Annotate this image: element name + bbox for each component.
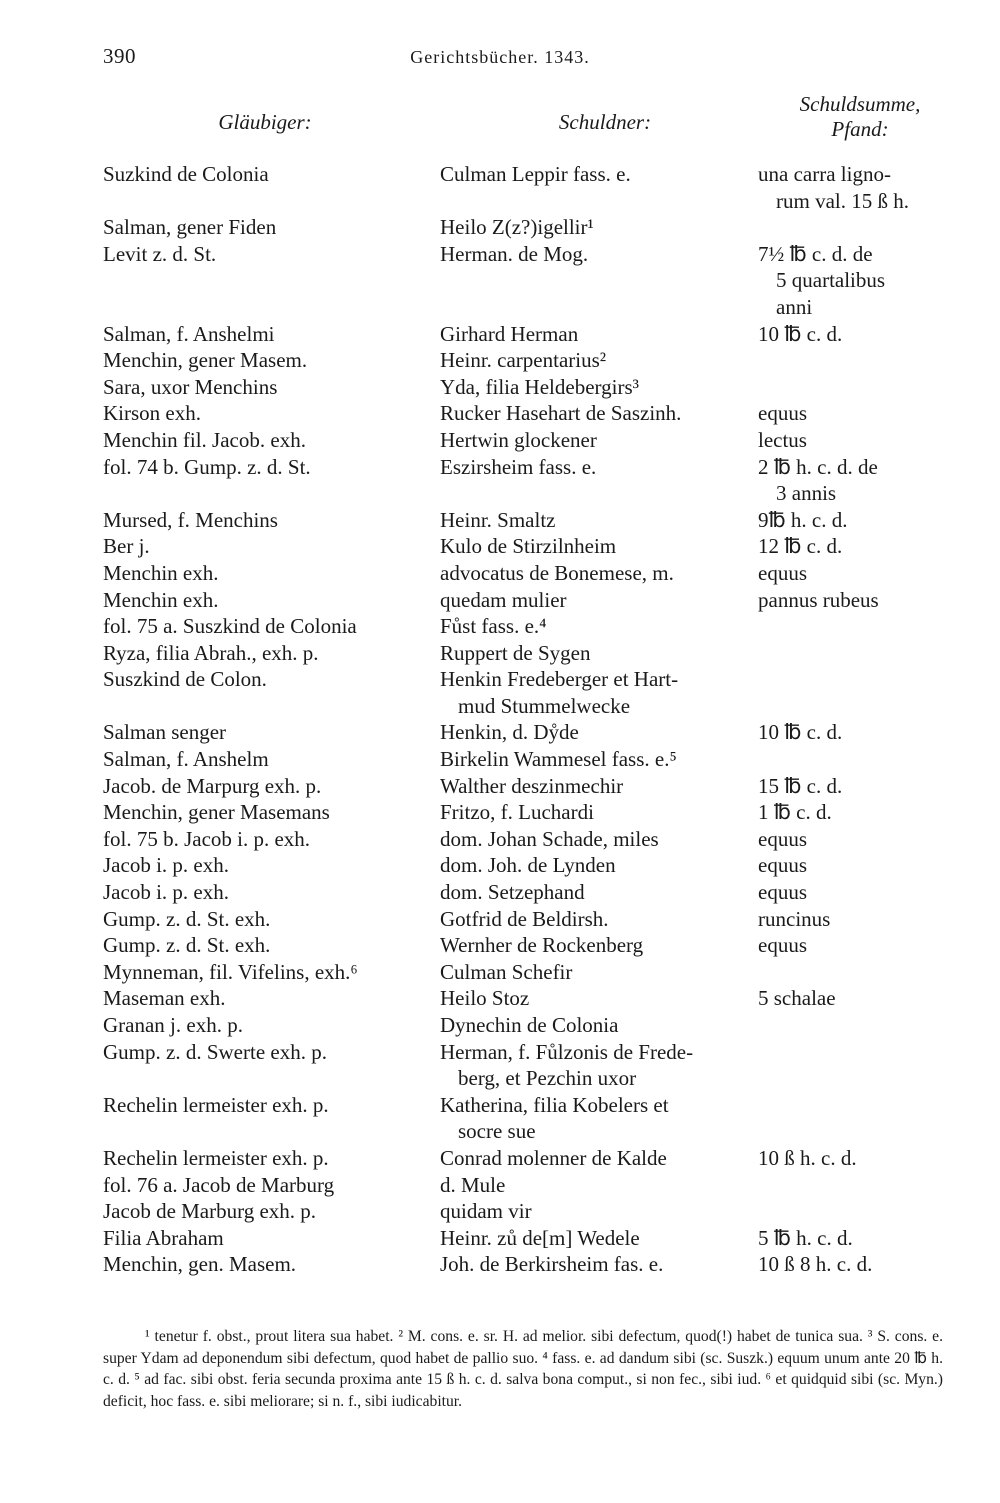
creditor-cell: Ryza, filia Abrah., exh. p. — [103, 640, 319, 665]
sum-cell — [758, 773, 948, 800]
sum-cell — [758, 374, 948, 401]
debtor-line: Culman Schefir — [440, 959, 573, 984]
debtor-cell — [440, 1145, 758, 1172]
ledger-row — [103, 400, 963, 427]
creditor-cell: Suzkind de Colonia — [103, 162, 269, 186]
debtor-line: Kulo de Stirzilnheim — [440, 534, 617, 559]
creditor-cell: Levit z. d. St. — [103, 241, 217, 266]
creditor-cell: Gump. z. d. Swerte exh. p. — [103, 1039, 327, 1064]
debtor-cell — [440, 826, 758, 853]
creditor-cell: Rechelin lermeister exh. p. — [103, 1092, 329, 1117]
debtor-cell — [440, 613, 758, 640]
sum-cell — [758, 400, 948, 427]
debtor-line: Hertwin glockener — [440, 427, 597, 452]
sum-cell — [758, 1251, 948, 1278]
debtor-cell — [440, 1012, 758, 1039]
sum-line: lectus — [758, 427, 807, 452]
creditor-cell: Gump. z. d. St. exh. — [103, 906, 271, 931]
sum-cell — [758, 826, 948, 853]
creditor-cell: Ber j. — [103, 534, 150, 559]
ledger-row — [103, 321, 963, 348]
ledger-row — [103, 985, 963, 1012]
ledger-row — [103, 347, 963, 374]
debtor-cell — [440, 1092, 758, 1145]
sum-cell — [758, 1145, 948, 1172]
debtor-cell — [440, 427, 758, 454]
ledger-row — [103, 427, 963, 454]
ledger-row — [103, 161, 963, 214]
ledger-row — [103, 906, 963, 933]
debtor-line: Heinr. carpentarius² — [440, 348, 607, 373]
sum-cell — [758, 347, 948, 374]
sum-cell — [758, 321, 948, 348]
debtor-cell — [440, 959, 758, 986]
debtor-cell — [440, 400, 758, 427]
debtor-line: Yda, filia Heldebergirs³ — [440, 374, 639, 399]
sum-cell — [758, 746, 948, 773]
debtor-line: Joh. de Berkirsheim fas. e. — [440, 1252, 664, 1277]
debtor-line: Dynechin de Colonia — [440, 1013, 619, 1037]
debtor-column-header: Schuldner: — [558, 110, 652, 134]
creditor-cell: Jacob de Marburg exh. p. — [103, 1199, 317, 1224]
debtor-line: dom. Johan Schade, miles — [440, 826, 659, 851]
ledger-row — [103, 959, 963, 986]
debtor-cell — [440, 1198, 758, 1225]
page-number: 390 — [103, 44, 136, 68]
sum-line: rum val. 15 ß h. — [776, 188, 909, 213]
debtor-cell — [440, 852, 758, 879]
debtor-line: Herman, f. Fůlzonis de Frede- — [440, 1039, 694, 1064]
sum-cell — [758, 533, 948, 560]
ledger-row — [103, 640, 963, 667]
ledger-row — [103, 1172, 963, 1199]
debtor-line: Fritzo, f. Luchardi — [440, 800, 594, 825]
sum-cell — [758, 640, 948, 667]
sum-line: equus — [758, 826, 807, 851]
column-headers — [0, 92, 1000, 152]
sum-cell — [758, 906, 948, 933]
debtor-cell — [440, 161, 758, 214]
sum-line: equus — [758, 933, 807, 958]
sum-line: 3 annis — [776, 481, 837, 506]
ledger-row — [103, 666, 963, 719]
debtor-line: Ruppert de Sygen — [440, 640, 591, 665]
sum-line: 10 ℔ c. d. — [758, 720, 843, 745]
creditor-cell: Sara, uxor Menchins — [103, 374, 278, 399]
debtor-line: quedam mulier — [440, 587, 567, 612]
running-title: Gerichtsbücher. 1343. — [410, 47, 590, 67]
ledger-row — [103, 746, 963, 773]
sum-line: 15 ℔ c. d. — [758, 773, 843, 798]
creditor-cell: Menchin fil. Jacob. exh. — [103, 427, 306, 452]
sum-header-line-2: Pfand: — [831, 117, 889, 141]
debtor-line: Rucker Hasehart de Saszinh. — [440, 401, 682, 426]
sum-cell — [758, 613, 948, 640]
ledger-entries — [103, 161, 963, 1278]
ledger-row — [103, 560, 963, 587]
creditor-cell: fol. 75 a. Suszkind de Colonia — [103, 614, 357, 639]
ledger-row — [103, 1039, 963, 1092]
debtor-line: Birkelin Wammesel fass. e.⁵ — [440, 747, 677, 772]
debtor-line: Henkin, d. Dẙde — [440, 720, 579, 745]
sum-column-header — [760, 92, 960, 142]
sum-line: pannus rubeus — [758, 587, 879, 612]
creditor-cell: Jacob i. p. exh. — [103, 880, 229, 905]
debtor-cell — [440, 241, 758, 321]
debtor-cell — [440, 214, 758, 241]
sum-cell — [758, 1092, 948, 1145]
ledger-row — [103, 613, 963, 640]
ledger-row — [103, 799, 963, 826]
creditor-cell: Menchin, gen. Masem. — [103, 1252, 297, 1277]
debtor-cell — [440, 587, 758, 614]
ledger-row — [103, 1092, 963, 1145]
debtor-cell — [440, 533, 758, 560]
debtor-cell — [440, 799, 758, 826]
debtor-cell — [440, 879, 758, 906]
sum-line: 5 ℔ h. c. d. — [758, 1225, 853, 1250]
sum-cell — [758, 560, 948, 587]
ledger-row — [103, 374, 963, 401]
sum-cell — [758, 932, 948, 959]
creditor-cell: Filia Abraham — [103, 1225, 224, 1250]
ledger-row — [103, 719, 963, 746]
creditor-cell: Menchin exh. — [103, 587, 219, 612]
sum-line: anni — [776, 294, 813, 319]
ledger-row — [103, 533, 963, 560]
debtor-line: socre sue — [458, 1119, 536, 1144]
debtor-cell — [440, 985, 758, 1012]
creditor-column-header: Gläubiger: — [218, 110, 312, 134]
sum-line: 1 ℔ c. d. — [758, 800, 832, 825]
ledger-row — [103, 214, 963, 241]
sum-line: 7½ ℔ c. d. de — [758, 241, 873, 266]
creditor-cell: Mursed, f. Menchins — [103, 507, 278, 532]
creditor-cell: fol. 75 b. Jacob i. p. exh. — [103, 826, 311, 851]
ledger-row — [103, 1145, 963, 1172]
footnote-text: ¹ tenetur f. obst., prout litera sua habet. ² M. cons. e. sr. H. ad melior. sibi defectum, quod(!) habet de tunica sua. ³ S. cons. e. super Ydam ad deponendum sibi defectum, quod habet de pallio suo. ⁴ fass. e. ad dandum sibi (sc. Suszk.) equum unum ante 20 ℔ h. c. d. ⁵ ad fac. sibi obst. feria secunda proxima ante 15 ß h. c. d. salva bona comput., si non fec., sibi iud. ⁶ et quidquid sibi (sc. Myn.) deficit, hoc fass. e. sibi meliorare; si n. f., sibi iudicabitur. — [103, 1328, 943, 1410]
debtor-line: Eszirsheim fass. e. — [440, 454, 597, 479]
debtor-cell — [440, 507, 758, 534]
creditor-cell: Kirson exh. — [103, 401, 201, 426]
debtor-cell — [440, 1225, 758, 1252]
debtor-line: Henkin Fredeberger et Hart- — [440, 667, 679, 692]
sum-cell — [758, 507, 948, 534]
creditor-cell: Salman, gener Fiden — [103, 215, 277, 240]
debtor-line: Heilo Stoz — [440, 986, 530, 1011]
ledger-row — [103, 507, 963, 534]
creditor-cell: Salman, f. Anshelmi — [103, 321, 275, 346]
sum-line: una carra ligno- — [758, 162, 891, 186]
sum-cell — [758, 587, 948, 614]
debtor-line: quidam vir — [440, 1199, 532, 1224]
ledger-row — [103, 773, 963, 800]
debtor-line: Conrad molenner de Kalde — [440, 1145, 667, 1170]
creditor-cell: Jacob. de Marpurg exh. p. — [103, 773, 322, 798]
footnotes — [103, 1326, 943, 1412]
sum-line: 9℔ h. c. d. — [758, 507, 848, 532]
debtor-cell — [440, 321, 758, 348]
debtor-cell — [440, 932, 758, 959]
creditor-cell: Salman senger — [103, 720, 227, 745]
debtor-cell — [440, 374, 758, 401]
sum-line: runcinus — [758, 906, 831, 931]
debtor-cell — [440, 454, 758, 507]
debtor-cell — [440, 347, 758, 374]
creditor-cell: Gump. z. d. St. exh. — [103, 933, 271, 958]
debtor-cell — [440, 719, 758, 746]
sum-cell — [758, 799, 948, 826]
ledger-row — [103, 241, 963, 321]
debtor-line: d. Mule — [440, 1172, 506, 1197]
sum-cell — [758, 241, 948, 321]
debtor-line: Heinr. Smaltz — [440, 507, 556, 532]
ledger-row — [103, 587, 963, 614]
debtor-cell — [440, 773, 758, 800]
creditor-cell: Jacob i. p. exh. — [103, 853, 229, 878]
sum-cell — [758, 1225, 948, 1252]
creditor-cell: fol. 74 b. Gump. z. d. St. — [103, 454, 311, 479]
debtor-line: Heilo Z(z?)igellir¹ — [440, 215, 594, 240]
sum-cell — [758, 161, 948, 214]
sum-cell — [758, 454, 948, 507]
sum-line: 5 schalae — [758, 986, 836, 1011]
sum-line: equus — [758, 853, 807, 878]
ledger-row — [103, 1012, 963, 1039]
debtor-cell — [440, 666, 758, 719]
sum-cell — [758, 959, 948, 986]
sum-cell — [758, 985, 948, 1012]
creditor-cell: Menchin exh. — [103, 560, 219, 585]
sum-line: 10 ß 8 h. c. d. — [758, 1252, 873, 1277]
debtor-line: Herman. de Mog. — [440, 241, 589, 266]
sum-cell — [758, 666, 948, 719]
debtor-line: Fůst fass. e.⁴ — [440, 614, 547, 639]
debtor-line: Girhard Herman — [440, 321, 579, 346]
sum-cell — [758, 1172, 948, 1199]
sum-line: equus — [758, 401, 807, 426]
creditor-cell: Rechelin lermeister exh. p. — [103, 1145, 329, 1170]
debtor-line: dom. Joh. de Lynden — [440, 853, 616, 878]
debtor-cell — [440, 746, 758, 773]
debtor-line: Culman Leppir fass. e. — [440, 162, 631, 186]
debtor-line: Katherina, filia Kobelers et — [440, 1092, 669, 1117]
debtor-cell — [440, 906, 758, 933]
ledger-row — [103, 454, 963, 507]
ledger-row — [103, 826, 963, 853]
debtor-cell — [440, 640, 758, 667]
creditor-cell: Mynneman, fil. Vifelins, exh.⁶ — [103, 959, 358, 984]
debtor-line: Gotfrid de Beldirsh. — [440, 906, 609, 931]
ledger-row — [103, 1198, 963, 1225]
debtor-line: advocatus de Bonemese, m. — [440, 560, 674, 585]
debtor-line: Wernher de Rockenberg — [440, 933, 644, 958]
sum-cell — [758, 1012, 948, 1039]
sum-header-line-1: Schuldsumme, — [799, 92, 921, 116]
debtor-line: berg, et Pezchin uxor — [458, 1066, 637, 1091]
creditor-cell: Suszkind de Colon. — [103, 667, 267, 692]
sum-line: 12 ℔ c. d. — [758, 534, 843, 559]
sum-line: 5 quartalibus — [776, 268, 886, 293]
ledger-row — [103, 1251, 963, 1278]
sum-line: 2 ℔ h. c. d. de — [758, 454, 878, 479]
sum-line: 10 ℔ c. d. — [758, 321, 843, 346]
sum-cell — [758, 879, 948, 906]
sum-cell — [758, 1039, 948, 1092]
sum-cell — [758, 214, 948, 241]
debtor-line: Walther deszinmechir — [440, 773, 624, 798]
debtor-cell — [440, 560, 758, 587]
ledger-row — [103, 852, 963, 879]
creditor-cell: fol. 76 a. Jacob de Marburg — [103, 1172, 335, 1197]
debtor-line: mud Stummelwecke — [458, 693, 631, 718]
sum-line: equus — [758, 560, 807, 585]
ledger-row — [103, 932, 963, 959]
sum-line: 10 ß h. c. d. — [758, 1145, 857, 1170]
debtor-cell — [440, 1039, 758, 1092]
sum-cell — [758, 719, 948, 746]
sum-cell — [758, 1198, 948, 1225]
creditor-cell: Salman, f. Anshelm — [103, 747, 269, 772]
sum-line: equus — [758, 880, 807, 905]
sum-cell — [758, 427, 948, 454]
creditor-cell: Granan j. exh. p. — [103, 1013, 243, 1037]
creditor-cell: Menchin, gener Masem. — [103, 348, 308, 373]
creditor-cell: Maseman exh. — [103, 986, 226, 1011]
sum-cell — [758, 852, 948, 879]
debtor-line: Heinr. zů de[m] Wedele — [440, 1225, 640, 1250]
ledger-row — [103, 1225, 963, 1252]
debtor-line: dom. Setzephand — [440, 880, 585, 905]
ledger-row — [103, 879, 963, 906]
debtor-cell — [440, 1172, 758, 1199]
creditor-cell: Menchin, gener Masemans — [103, 800, 330, 825]
debtor-cell — [440, 1251, 758, 1278]
